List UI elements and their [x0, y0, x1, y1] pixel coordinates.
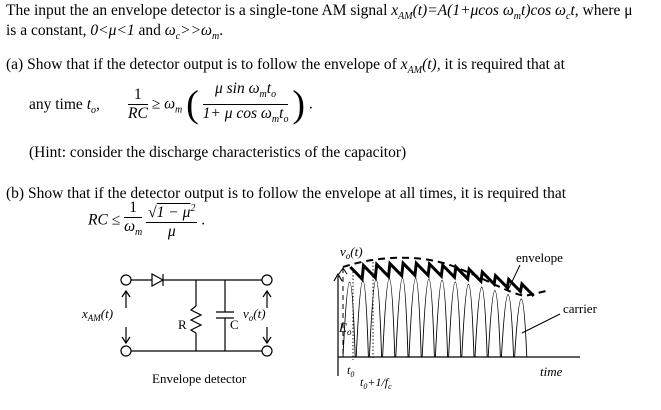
hint: (Hint: consider the discharge characteristics of the capacitor) [29, 144, 407, 161]
signal-m: m [513, 11, 522, 23]
part-a-x-rest: (t), [422, 56, 441, 73]
right-paren: ) [292, 83, 305, 126]
intro-end: , where μ [574, 2, 633, 19]
b-omega: ω [124, 218, 136, 235]
sqrt-num: $√1 - \mu^2$ [146, 200, 197, 223]
output-terminal-top [262, 275, 272, 285]
eq-a-period: . [308, 95, 313, 113]
t0fc-label: $t_0+1/f_c$ [360, 375, 392, 391]
carrier-arch [396, 278, 408, 357]
c-label: C [230, 317, 239, 332]
inner-den-o: o [283, 114, 289, 126]
signal-t2: t [570, 2, 575, 19]
carrier-label: carrier [563, 301, 597, 316]
input-terminal-top [121, 275, 131, 285]
part-a-x: x [400, 56, 408, 73]
eo-label: $E_o$ [339, 320, 352, 337]
resistor-icon [191, 306, 201, 333]
signal-x: x [391, 2, 399, 19]
rc-le: RC ≤ [88, 211, 121, 229]
carrier-arch [435, 280, 447, 357]
carrier-arch [383, 279, 395, 357]
b-omega-m: m [135, 227, 143, 239]
condition-mu: 0<μ<1 [90, 22, 135, 39]
inner-num-o: o [271, 89, 277, 101]
signal-rest: (t)=A(1+μcos ω [412, 2, 514, 19]
omega-m: m [175, 104, 183, 116]
frac-num: 1 [128, 86, 148, 105]
output-terminal-bottom [262, 346, 272, 356]
any-time-text: any time [29, 96, 87, 113]
carrier-arch [475, 287, 487, 357]
inner-num-m: m [259, 89, 267, 101]
part-b-line: (b) Show that if the detector output is to follow the envelope at all times, it is required that [6, 185, 567, 202]
input-terminal-bottom [121, 346, 131, 356]
b-mu: μ [167, 223, 176, 241]
inner-num-t: t [266, 80, 272, 97]
carrier-arch [409, 278, 421, 357]
carrier-arch [462, 284, 474, 357]
part-a-text-end: it is required that at [440, 56, 565, 73]
sqrt-inner: 1 − μ [156, 204, 191, 222]
waveform [334, 258, 580, 376]
caption: Envelope detector [152, 371, 247, 386]
left-paren: ( [186, 83, 199, 126]
carrier-arch [488, 291, 500, 357]
carrier-arch [422, 279, 434, 357]
inner-den-text: 1+ μ cos ω [202, 105, 272, 123]
carrier-arch [369, 279, 381, 357]
vo-label: $v_o(t)$ [340, 244, 363, 261]
gg-omega: >>ω [180, 22, 212, 39]
omega-m-sub: m [212, 31, 220, 43]
carrier-arches [343, 278, 527, 357]
frac-den: RC [128, 105, 148, 123]
part-a-x-sub: AM [407, 65, 423, 77]
part-a-text: (a) Show that if the detector output is to follow the envelope of [6, 56, 401, 73]
inner-den-t: t [279, 105, 284, 123]
signal-t: t)cos ω [521, 2, 566, 19]
inner-den-m: m [271, 114, 280, 126]
sqrt-sq: 2 [190, 202, 196, 214]
diode-icon [152, 274, 163, 286]
t0-label: $t_0$ [347, 363, 355, 379]
carrier-arch [501, 295, 513, 357]
intro-period: . [219, 22, 224, 39]
input-label: $x_{AM}(t)$ [82, 306, 114, 323]
time-label: time [540, 364, 563, 379]
signal-sub: AM [398, 11, 413, 23]
omega-c: ω [164, 22, 176, 39]
envelope-label: envelope [516, 250, 563, 265]
inner-num-text: μ sin ω [214, 80, 260, 97]
carrier-arch [515, 299, 527, 357]
r-label: R [178, 317, 187, 332]
b-num: 1 [124, 199, 142, 218]
intro-text: The input the an envelope detector is a single-tone AM signal [6, 2, 392, 19]
carrier-arch [356, 281, 368, 357]
carrier-arch [449, 282, 461, 357]
output-label: $v_o(t)$ [243, 306, 266, 323]
t0: t [86, 96, 91, 113]
detector-output-line [350, 263, 533, 296]
signal-c: c [565, 11, 571, 23]
eq-b-period: . [201, 211, 206, 229]
and-text: and [134, 22, 165, 39]
comma: , [96, 96, 100, 113]
intro-line2-text: is a constant, [6, 22, 91, 39]
ge-omega: ≥ ω [151, 95, 176, 113]
omega-c-sub: c [175, 31, 181, 43]
t0-sub: o [91, 105, 96, 117]
